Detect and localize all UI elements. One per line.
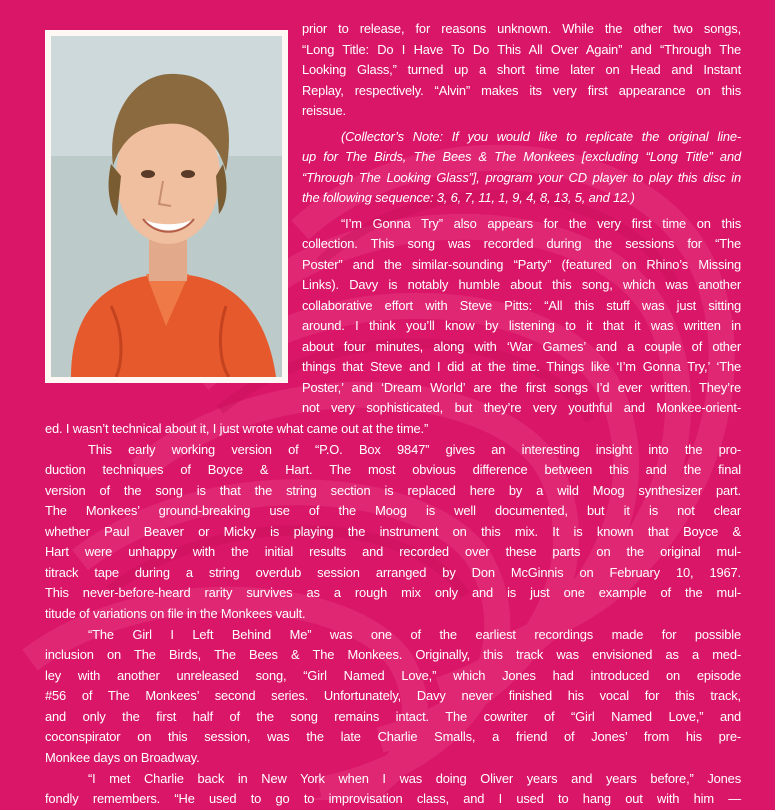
text-line: not very sophisticated, but they’re very youthful and Monkee-orient- (302, 400, 741, 415)
text-line: version of the song is that the string section is replaced here by a wild Moog synthesizer part. (45, 483, 741, 498)
collectors-note-line: up for The Birds, The Bees & The Monkees [excluding “Long Title” and (302, 149, 741, 164)
collectors-note-line: the following sequence: 3, 6, 7, 11, 1, 9, 4, 8, 13, 5, and 12.) (302, 190, 635, 205)
text-line: collection. This song was recorded during the sessions for “The (302, 236, 741, 251)
text-line: about four minutes, along with ‘War Games’ and a couple of other (302, 339, 741, 354)
text-line: Poster” and the similar-sounding “Party” (featured on Rhino’s Missing (302, 257, 741, 272)
text-line: titude of variations on file in the Monkees vault. (45, 606, 306, 621)
collectors-note-line: (Collector’s Note: If you would like to replicate the original line- (341, 129, 741, 144)
collectors-note-line: “Through The Looking Glass”], program your CD player to play this disc in (302, 170, 741, 185)
text-line: whether Paul Beaver or Micky is playing the instrument on this mix. It is known that Boyce & (45, 524, 741, 539)
text-line: This never-before-heard rarity survives as a rough mix only and is just one example of the mul- (45, 585, 741, 600)
text-line: things that Steve and I did at the time. Things like ‘I’m Gonna Try,’ ‘The (302, 359, 741, 374)
text-line: Monkee days on Broadway. (45, 750, 200, 765)
text-line: #56 of The Monkees’ second series. Unfortunately, Davy never finished his vocal for this track, (45, 688, 741, 703)
text-line: Replay, respectively. “Alvin” makes its very first appearance on this (302, 83, 741, 98)
text-line: ed. I wasn’t technical about it, I just wrote what came out at the time.” (45, 421, 429, 436)
text-line: “The Girl I Left Behind Me” was one of the earliest recordings made for possible (88, 627, 741, 642)
text-line: and only the first half of the song remains intact. The cowriter of “Girl Named Love,” and (45, 709, 741, 724)
text-line: The Monkees’ ground-breaking use of the Moog is well documented, but it is not clear (45, 503, 741, 518)
text-line: This early working version of “P.O. Box 9847” gives an interesting insight into the pro- (88, 442, 741, 457)
text-line: “Long Title: Do I Have To Do This All Over Again” and “Through The (302, 42, 741, 57)
text-line: titrack tape during a string overdub session arranged by Don McGinnis on February 10, 1967. (45, 565, 741, 580)
text-line: “I met Charlie back in New York when I was doing Oliver years and years before,” Jones (88, 771, 741, 786)
text-line: “I’m Gonna Try” also appears for the very first time on this (341, 216, 741, 231)
text-line: prior to release, for reasons unknown. While the other two songs, (302, 21, 741, 36)
text-line: fondly remembers. “He used to go to improvisation class, and I used to hang out with him — (45, 791, 741, 806)
text-line: Hart were unhappy with the initial results and recorded over these parts on the original mul- (45, 544, 741, 559)
text-line: duction techniques of Boyce & Hart. The most obvious difference between this and the final (45, 462, 741, 477)
text-line: reissue. (302, 103, 346, 118)
text-line: Poster,’ and ‘Dream World’ are the first songs I’d ever written. They’re (302, 380, 741, 395)
text-line: inclusion on The Birds, The Bees & The Monkees. Originally, this track was envisioned as a med- (45, 647, 741, 662)
text-line: Links). Davy is notably humble about this song, which was another (302, 277, 741, 292)
text-line: collaborative effort with Steve Pitts: “All this stuff was just sitting (302, 298, 741, 313)
text-line: ley with another unreleased song, “Girl Named Love,” which Jones had introduced on episode (45, 668, 741, 683)
text-line: coconspirator on this session, was the late Charlie Smalls, a friend of Jones’ from his pre- (45, 729, 741, 744)
text-line: around. I think you’ll know by listening to it that it was written in (302, 318, 741, 333)
text-line: Looking Glass,” turned up a short time later on Head and Instant (302, 62, 741, 77)
